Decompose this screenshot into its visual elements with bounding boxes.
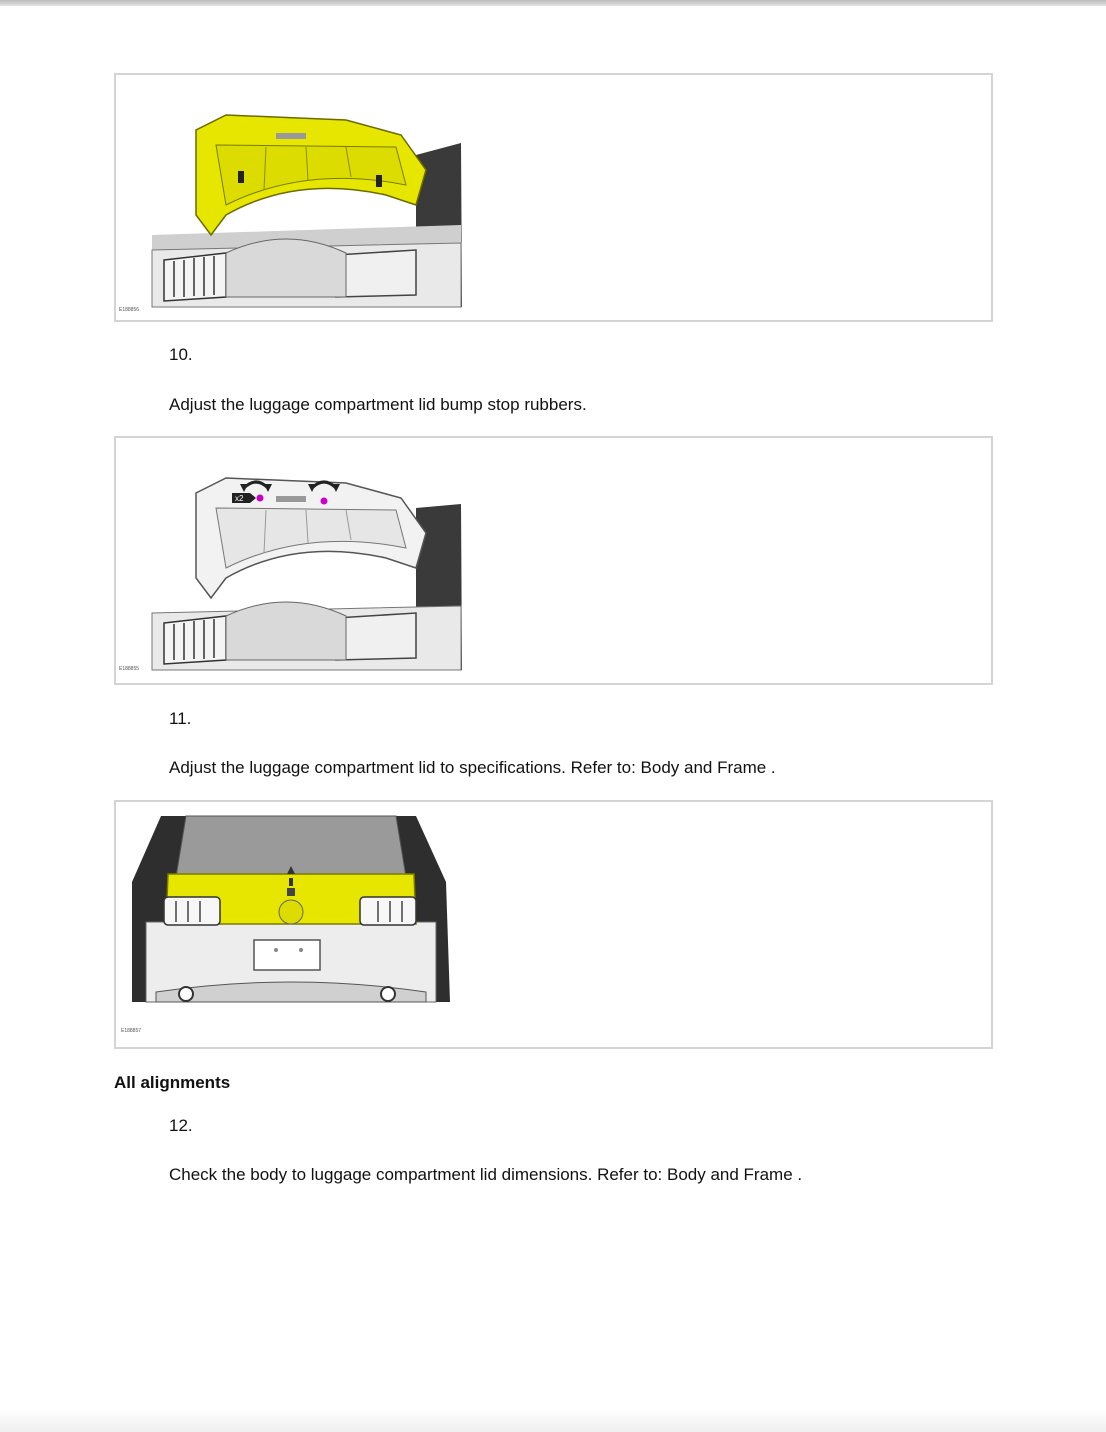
step-number: 11. (169, 709, 192, 728)
illustration-car-rear-view (116, 802, 991, 1047)
figure-code: E188856 (119, 307, 140, 313)
section-heading: All alignments (114, 1073, 231, 1092)
figure-bump-stop-rubbers (114, 436, 993, 685)
step-instruction: Adjust the luggage compartment lid to specifications. Refer to: Body and Frame . (169, 758, 776, 777)
figure-code: E188855 (119, 666, 140, 672)
figure-code: E188857 (121, 1028, 142, 1034)
step-instruction: Adjust the luggage compartment lid bump stop rubbers. (169, 395, 587, 414)
step-number: 12. (169, 1116, 193, 1135)
figure-lid-open-highlighted (114, 73, 993, 322)
illustration-trunk-lid-highlighted (116, 75, 991, 320)
step-number: 10. (169, 345, 193, 364)
step-instruction: Check the body to luggage compartment lid dimensions. Refer to: Body and Frame . (169, 1165, 803, 1184)
viewer-top-bar (0, 0, 1106, 6)
viewer-bottom-bar (0, 1410, 1106, 1432)
callout-quantity-label: x2 (235, 494, 244, 503)
illustration-bump-stops (116, 438, 991, 683)
figure-rear-view-lid-alignment (114, 800, 993, 1049)
